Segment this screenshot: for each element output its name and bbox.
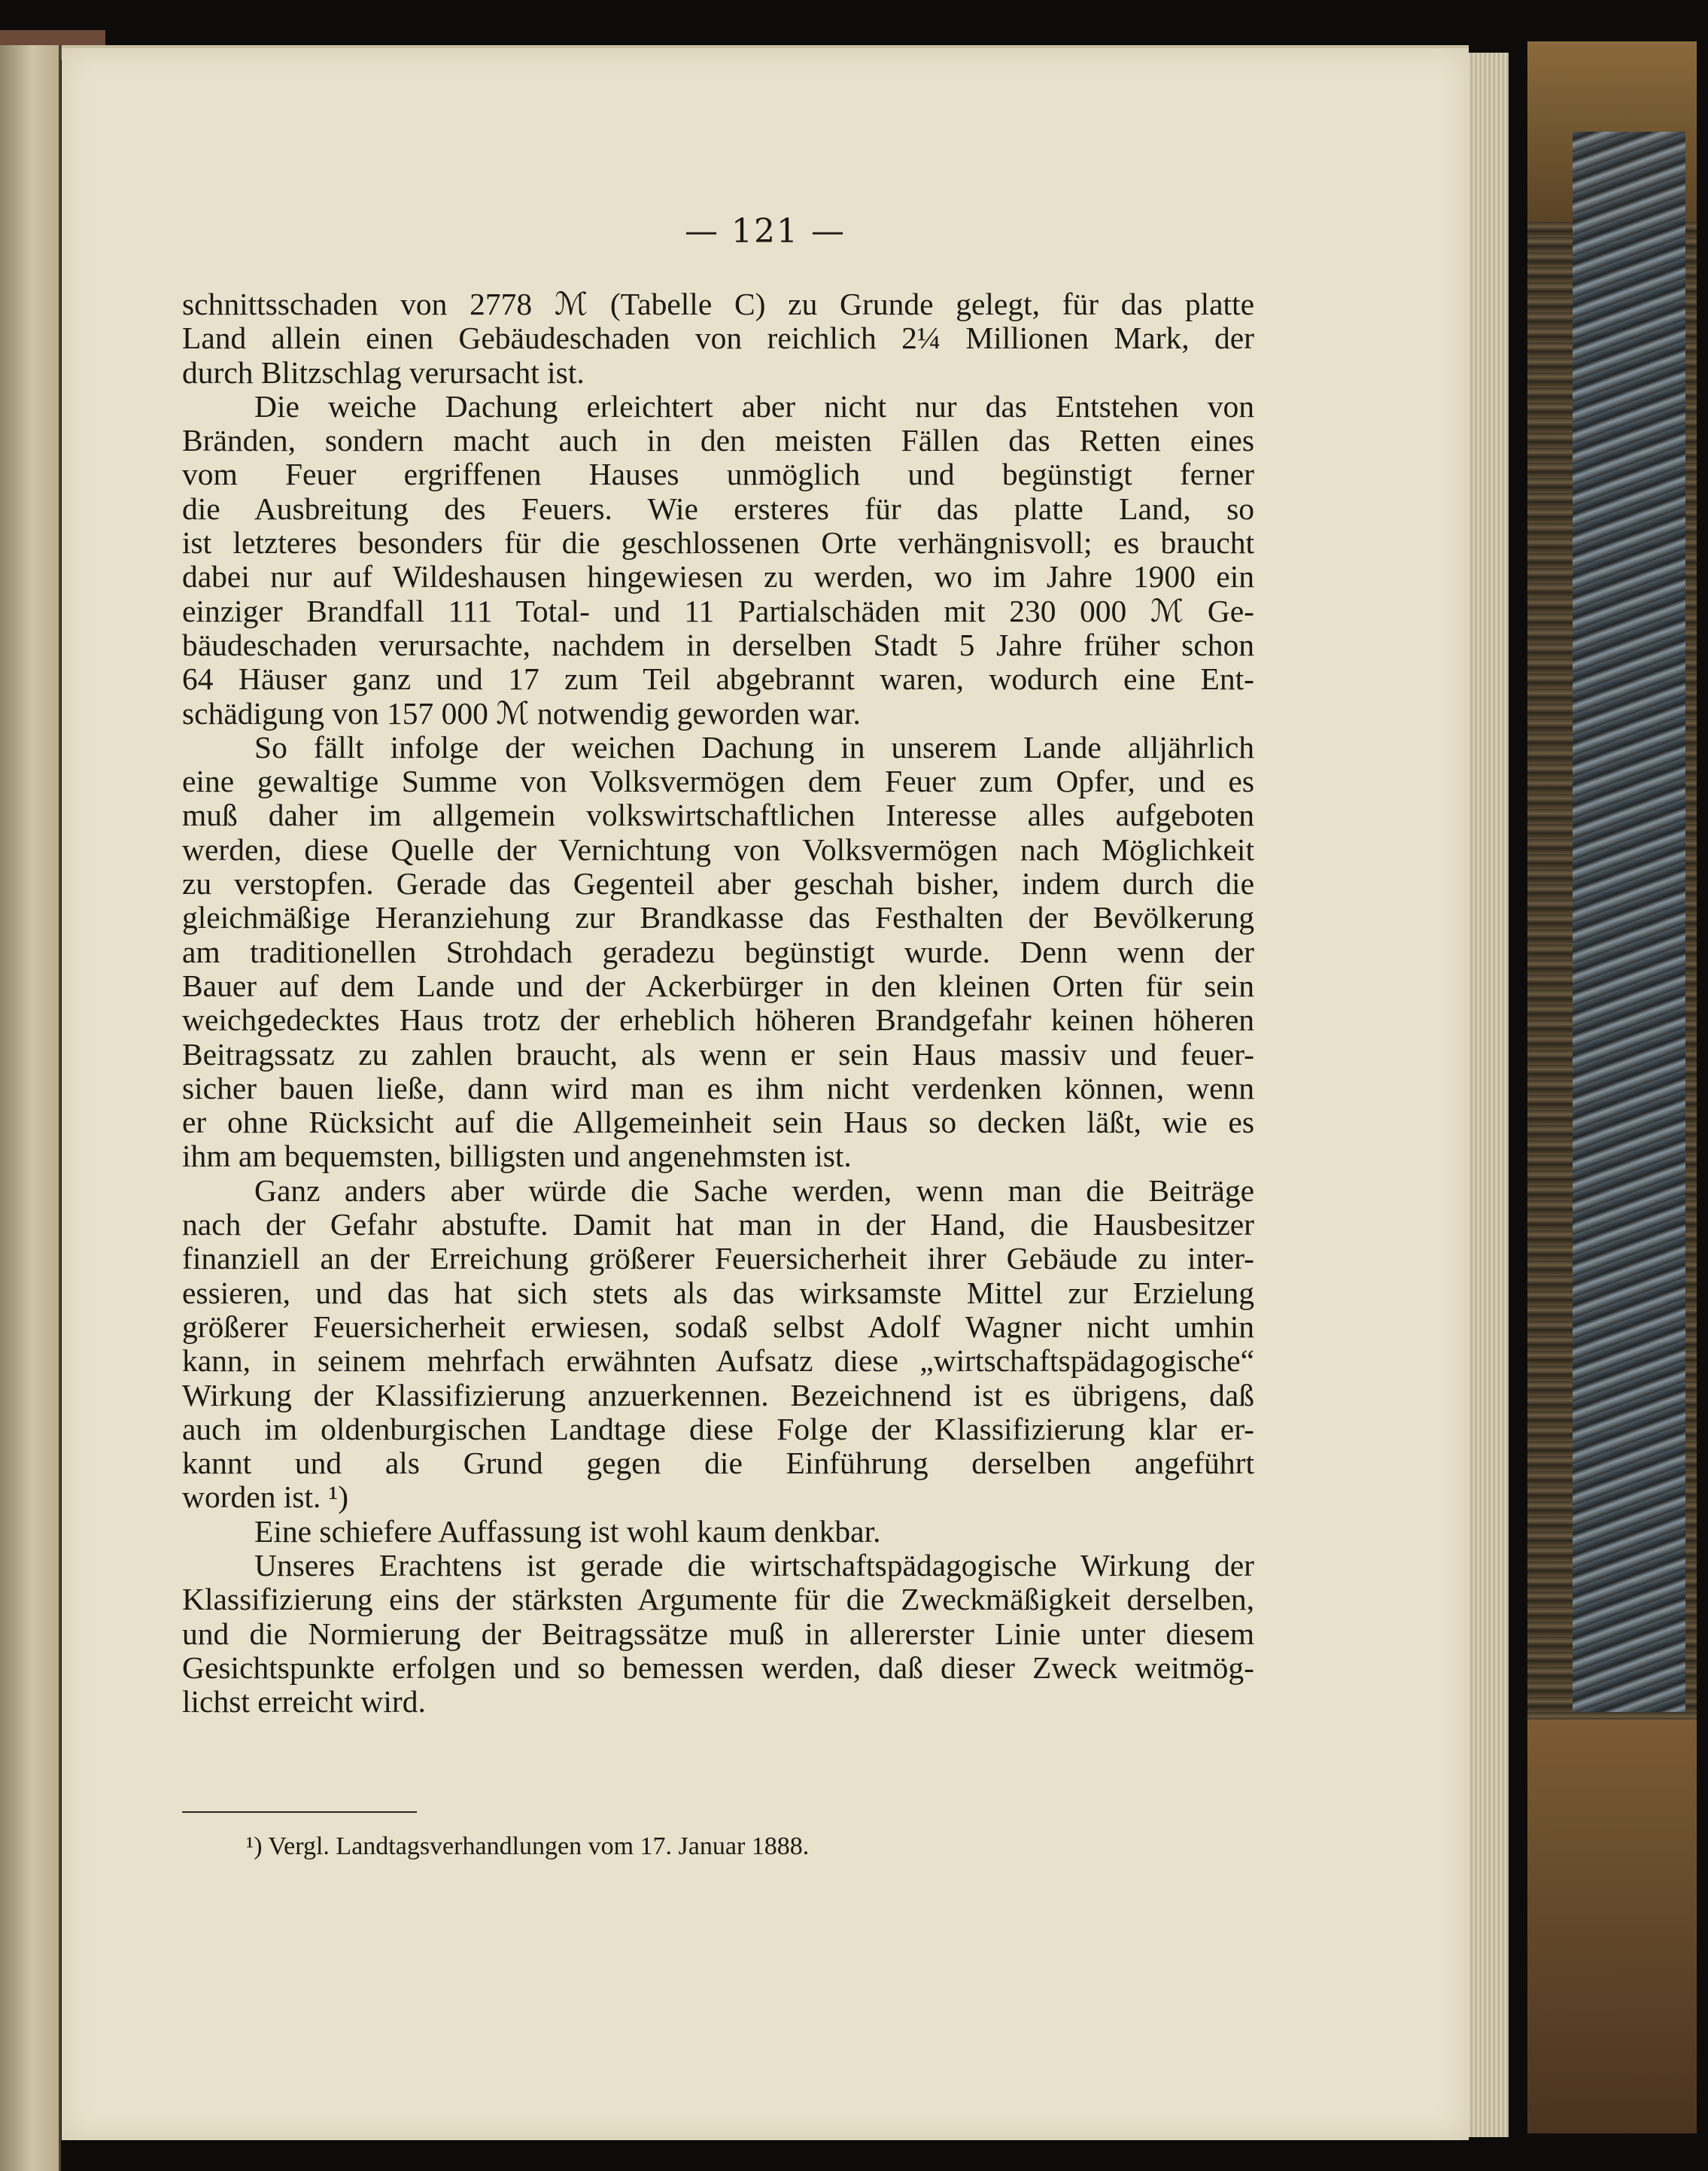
text-line: weichgedecktes Haus trotz der erheblich höheren Brandgefahr keinen höheren: [182, 1002, 1254, 1038]
text-line: essieren, und das hat sich stets als das wirksamste Mittel zur Erzielung: [182, 1275, 1254, 1310]
text-line: 64 Häuser ganz und 17 zum Teil abgebrannt waren, wodurch eine Ent-: [182, 661, 1254, 697]
paragraph-4: [182, 1174, 1254, 1515]
paragraph-2: [182, 390, 1254, 731]
cover-leather-bottom: [1527, 1719, 1697, 2133]
text-line: dabei nur auf Wildeshausen hingewiesen zu werden, wo im Jahre 1900 ein: [182, 559, 1254, 594]
paragraph-1: [182, 287, 1254, 390]
text-line: muß daher im allgemein volkswirtschaftlichen Interesse alles aufgeboten: [182, 798, 1254, 833]
text-line: Die weiche Dachung erleichtert aber nicht nur das Entstehen von: [254, 388, 1254, 424]
paragraph-6: [182, 1549, 1254, 1719]
book-cover-edge: [1527, 41, 1697, 2133]
text-line: einziger Brandfall 111 Total- und 11 Partialschäden mit 230 000 ℳ Ge-: [182, 593, 1254, 628]
text-line: Bränden, sondern macht auch in den meisten Fällen das Retten eines: [182, 423, 1254, 458]
text-line: ihm am bequemsten, billigsten und angenehmsten ist.: [182, 1139, 852, 1174]
text-line: und die Normierung der Beitragssätze muß in allererster Linie unter diesem: [182, 1616, 1254, 1651]
paragraph-5: [182, 1515, 1254, 1549]
page-number: — 121 —: [685, 212, 846, 251]
text-line: durch Blitzschlag verursacht ist.: [182, 354, 585, 390]
text-line: am traditionellen Strohdach geradezu begünstigt wurde. Denn wenn der: [182, 934, 1254, 969]
text-line: Gesichtspunkte erfolgen und so bemessen werden, daß dieser Zweck weitmög-: [182, 1650, 1254, 1685]
footnote: ¹) Vergl. Landtagsverhandlungen vom 17. Januar 1888.: [246, 1832, 810, 1860]
text-line: Wirkung der Klassifizierung anzuerkennen. Bezeichnend ist es übrigens, daß: [182, 1377, 1254, 1412]
cover-marbled-paper: [1573, 132, 1685, 1712]
paragraph-3: [182, 731, 1254, 1174]
text-line: kannt und als Grund gegen die Einführung derselben angeführt: [182, 1446, 1254, 1481]
text-line: Ganz anders aber würde die Sache werden, wenn man die Beiträge: [254, 1172, 1254, 1208]
text-line: auch im oldenburgischen Landtage diese Folge der Klassifizierung klar er-: [182, 1411, 1254, 1446]
text-line: Bauer auf dem Lande und der Ackerbürger in den kleinen Orten für sein: [182, 968, 1254, 1003]
text-line: Klassifizierung eins der stärksten Argumente für die Zweckmäßigkeit derselben,: [182, 1582, 1254, 1617]
text-line: werden, diese Quelle der Vernichtung von Volksvermögen nach Möglichkeit: [182, 832, 1254, 867]
text-line: Unseres Erachtens ist gerade die wirtschaftspädagogische Wirkung der: [254, 1547, 1254, 1583]
text-line: nach der Gefahr abstufte. Damit hat man in der Hand, die Hausbesitzer: [182, 1207, 1254, 1242]
text-line: bäudeschaden verursachte, nachdem in derselben Stadt 5 Jahre früher schon: [182, 627, 1254, 662]
text-line: So fällt infolge der weichen Dachung in unserem Lande alljährlich: [254, 729, 1254, 765]
text-line: Beitragssatz zu zahlen braucht, als wenn er sein Haus massiv und feuer-: [182, 1036, 1254, 1072]
text-line: schädigung von 157 000 ℳ notwendig geworden war.: [182, 695, 861, 731]
text-line: Eine schiefere Auffassung ist wohl kaum denkbar.: [254, 1513, 881, 1549]
text-line: gleichmäßige Heranziehung zur Brandkasse das Festhalten der Bevölkerung: [182, 900, 1254, 935]
text-line: die Ausbreitung des Feuers. Wie ersteres für das platte Land, so: [182, 491, 1254, 526]
text-line: vom Feuer ergriffenen Hauses unmöglich und begünstigt ferner: [182, 457, 1254, 492]
text-line: größerer Feuersicherheit erwiesen, sodaß selbst Adolf Wagner nicht umhin: [182, 1309, 1254, 1344]
book-page: [62, 45, 1469, 2140]
text-line: kann, in seinem mehrfach erwähnten Aufsatz diese „wirtschaftspädagogische“: [182, 1343, 1254, 1379]
body-text: [182, 287, 1254, 1719]
text-line: schnittsschaden von 2778 ℳ (Tabelle C) zu Grunde gelegt, für das platte: [182, 287, 1254, 321]
text-line: finanziell an der Erreichung größerer Feuersicherheit ihrer Gebäude zu inter-: [182, 1241, 1254, 1276]
text-line: zu verstopfen. Gerade das Gegenteil aber geschah bisher, indem durch die: [182, 866, 1254, 902]
text-line: sicher bauen ließe, dann wird man es ihm nicht verdenken können, wenn: [182, 1070, 1254, 1105]
text-line: ist letzteres besonders für die geschlossenen Orte verhängnisvoll; es braucht: [182, 525, 1254, 561]
text-line: worden ist. ¹): [182, 1479, 349, 1515]
text-line: Land allein einen Gebäudeschaden von reichlich 2¼ Millionen Mark, der: [182, 321, 1254, 356]
text-line: er ohne Rücksicht auf die Allgemeinheit sein Haus so decken läßt, wie es: [182, 1105, 1254, 1140]
left-page-edge: [0, 45, 61, 2171]
text-line: eine gewaltige Summe von Volksvermögen dem Feuer zum Opfer, und es: [182, 764, 1254, 799]
text-line: lichst erreicht wird.: [182, 1684, 426, 1719]
footnote-rule: [182, 1811, 417, 1813]
